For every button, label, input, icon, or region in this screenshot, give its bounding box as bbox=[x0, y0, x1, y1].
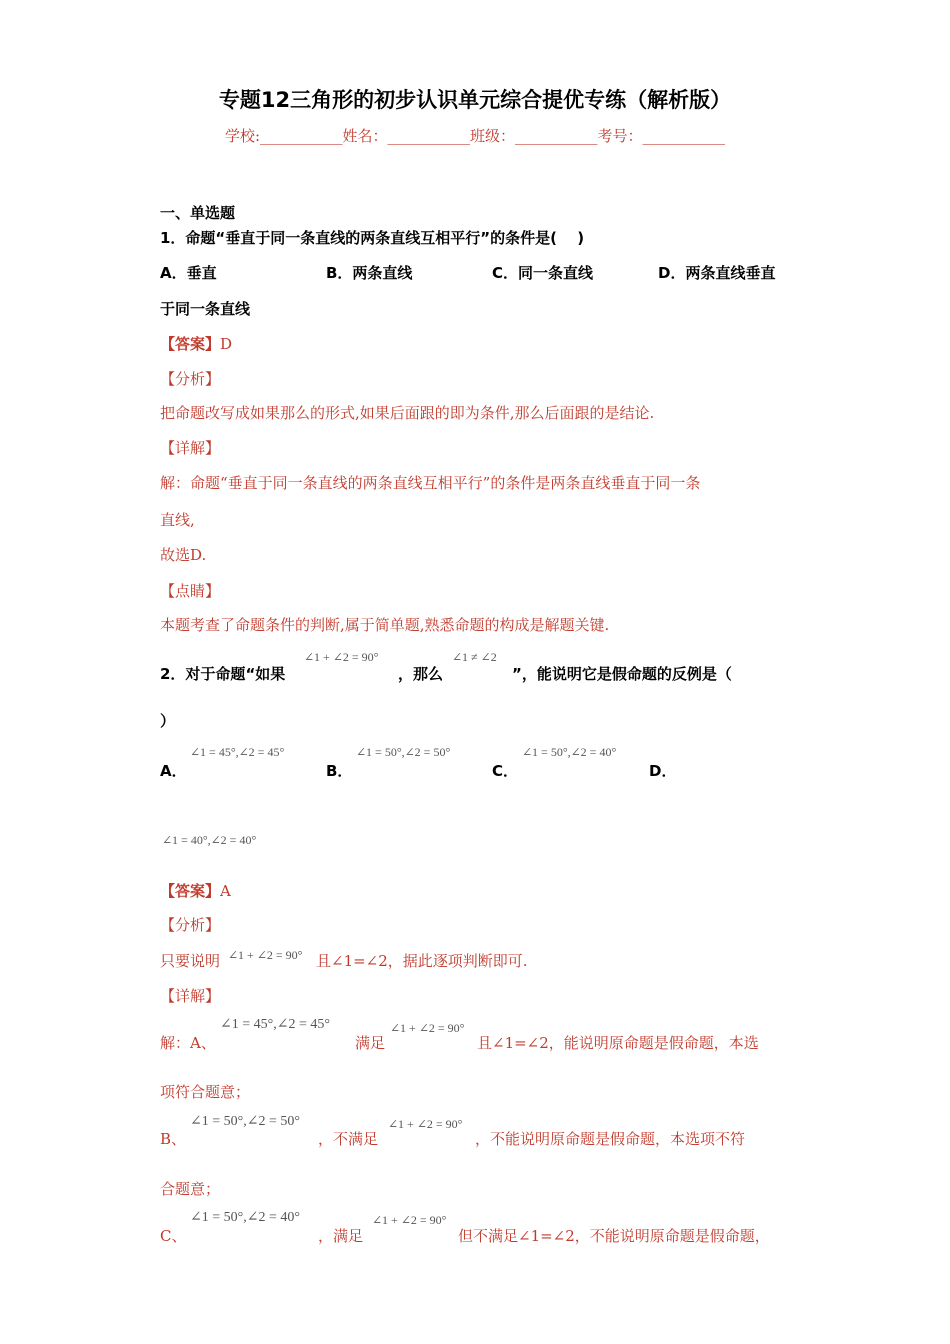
q2-detail-a-cont: 项符合题意； bbox=[160, 1083, 251, 1101]
q1-analysis: 把命题改写成如果那么的形式,如果后面跟的即为条件,那么后面跟的是结论. bbox=[160, 404, 655, 422]
q1-point-tag: 【点睛】 bbox=[160, 582, 221, 600]
answer-value: A bbox=[220, 882, 231, 900]
q2-option-b-math: ∠1 = 50°,∠2 = 50° bbox=[356, 745, 451, 759]
q1-detail-tag: 【详解】 bbox=[160, 439, 221, 457]
answer-tag: 【答案】 bbox=[160, 335, 221, 353]
q2-option-c-label: C． bbox=[492, 762, 519, 780]
q1-stem: 1．命题“垂直于同一条直线的两条直线互相平行”的条件是( ) bbox=[160, 229, 585, 247]
q2-option-d-math: ∠1 = 40°,∠2 = 40° bbox=[162, 833, 257, 847]
q1-option-c: C．同一条直线 bbox=[492, 264, 594, 282]
q2-detail-tag: 【详解】 bbox=[160, 987, 221, 1005]
q1-detail-line-2: 直线, bbox=[160, 511, 195, 529]
q2-detail-b-math: ∠1 = 50°,∠2 = 50° bbox=[190, 1114, 300, 1129]
q2-stem-d: ） bbox=[160, 712, 176, 730]
q2-detail-a-math: ∠1 = 45°,∠2 = 45° bbox=[220, 1017, 330, 1032]
q2-detail-a-tail: 且∠1=∠2，能说明原命题是假命题，本选 bbox=[477, 1034, 759, 1052]
q2-detail-b-tail: ，不能说明原命题是假命题，本选项不符 bbox=[475, 1130, 746, 1148]
answer-value: D bbox=[220, 335, 233, 353]
student-info-line: 学校:___________姓名：___________班级：___________考号：___________ bbox=[224, 127, 726, 145]
q2-stem-a: 2．对于命题“如果 bbox=[160, 665, 286, 683]
section-heading: 一、单选题 bbox=[160, 204, 236, 222]
q1-answer bbox=[160, 333, 232, 354]
q2-stem-b: ，那么 bbox=[398, 665, 444, 683]
q2-detail-c-math2: ∠1 + ∠2 = 90° bbox=[372, 1213, 447, 1227]
q2-detail-c-math: ∠1 = 50°,∠2 = 40° bbox=[190, 1210, 300, 1225]
q1-point: 本题考查了命题条件的判断,属于简单题,熟悉命题的构成是解题关键. bbox=[160, 616, 610, 634]
q1-option-d-cont: 于同一条直线 bbox=[160, 300, 251, 318]
q2-detail-b-cont: 合题意； bbox=[160, 1180, 221, 1198]
q2-math-conclusion: ∠1 ≠ ∠2 bbox=[452, 650, 497, 664]
q2-option-b-label: B． bbox=[326, 762, 353, 780]
q2-analysis-b: 且∠1=∠2，据此逐项判断即可. bbox=[316, 952, 528, 970]
q2-detail-a-prefix: 解：A、 bbox=[160, 1034, 216, 1052]
q2-math-condition: ∠1 + ∠2 = 90° bbox=[304, 650, 379, 664]
page-title: 专题12三角形的初步认识单元综合提优专练（解析版） bbox=[218, 88, 732, 112]
q2-detail-b-math2: ∠1 + ∠2 = 90° bbox=[388, 1117, 463, 1131]
q2-option-a-math: ∠1 = 45°,∠2 = 45° bbox=[190, 745, 285, 759]
q2-analysis-a: 只要说明 bbox=[160, 952, 221, 970]
q1-option-a: A．垂直 bbox=[160, 264, 217, 282]
q2-detail-c-tail: 但不满足∠1=∠2，不能说明原命题是假命题， bbox=[458, 1227, 770, 1245]
q2-analysis-tag: 【分析】 bbox=[160, 916, 221, 934]
q1-option-d: D．两条直线垂直 bbox=[658, 264, 776, 282]
q2-detail-a-math2: ∠1 + ∠2 = 90° bbox=[390, 1021, 465, 1035]
q1-analysis-tag: 【分析】 bbox=[160, 370, 221, 388]
q1-detail-line-3: 故选D. bbox=[160, 546, 207, 564]
q2-stem-c: ”，能说明它是假命题的反例是（ bbox=[512, 665, 732, 683]
q2-option-d-label: D． bbox=[649, 762, 677, 780]
q2-answer bbox=[160, 880, 231, 901]
q2-detail-b-prefix: B、 bbox=[160, 1130, 187, 1148]
q2-analysis-math: ∠1 + ∠2 = 90° bbox=[228, 948, 303, 962]
q2-detail-c-mid: ，满足 bbox=[318, 1227, 364, 1245]
q2-option-a-label: A． bbox=[160, 762, 187, 780]
q1-detail-line-1: 解：命题“垂直于同一条直线的两条直线互相平行”的条件是两条直线垂直于同一条 bbox=[160, 474, 701, 492]
answer-tag: 【答案】 bbox=[160, 882, 221, 900]
q2-detail-b-mid: ，不满足 bbox=[318, 1130, 379, 1148]
q1-option-b: B．两条直线 bbox=[326, 264, 413, 282]
q2-option-c-math: ∠1 = 50°,∠2 = 40° bbox=[522, 745, 617, 759]
q2-detail-c-prefix: C、 bbox=[160, 1227, 187, 1245]
q2-detail-a-mid: 满足 bbox=[355, 1034, 386, 1052]
